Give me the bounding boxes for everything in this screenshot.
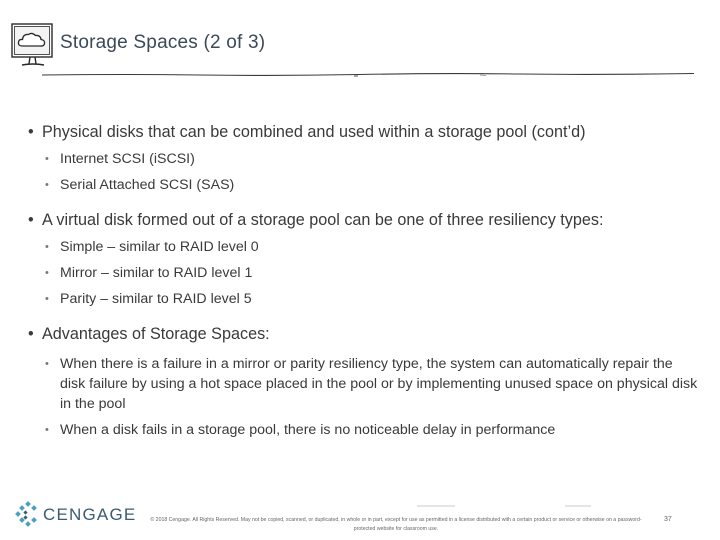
sub-bullet-text: Serial Attached SCSI (SAS) bbox=[60, 177, 235, 193]
sub-bullet bbox=[28, 237, 698, 257]
page-number: 37 bbox=[664, 516, 672, 523]
sub-bullet-text: When a disk fails in a storage pool, there is no noticeable delay in performance bbox=[60, 422, 556, 438]
bullet-point bbox=[28, 122, 698, 142]
sub-bullet bbox=[28, 354, 698, 414]
sub-bullet bbox=[28, 175, 698, 195]
sub-bullet-dot: • bbox=[45, 267, 49, 279]
bullet-text: Advantages of Storage Spaces: bbox=[42, 325, 270, 343]
bullet-dot: • bbox=[28, 123, 34, 141]
sub-bullet-dot: • bbox=[45, 179, 49, 191]
sub-bullet bbox=[28, 289, 698, 309]
bullet-dot: • bbox=[28, 325, 34, 343]
sub-bullet-text: Parity – similar to RAID level 5 bbox=[60, 291, 252, 307]
bullet-text: Physical disks that can be combined and used within a storage pool (cont’d) bbox=[42, 123, 586, 141]
sub-bullet-text: Simple – similar to RAID level 0 bbox=[60, 239, 259, 255]
copyright-notice: © 2018 Cengage. All Rights Reserved. May not be copied, scanned, or duplicated, in whole or in part, except for use as permitted in a license distributed with a certain product or service or otherwise on a password-protected website for classroom use. bbox=[150, 517, 642, 532]
bullet-point bbox=[28, 324, 698, 344]
sub-bullet-dot: • bbox=[45, 358, 49, 370]
bullet-text: A virtual disk formed out of a storage pool can be one of three resiliency types: bbox=[42, 211, 604, 229]
sub-bullet bbox=[28, 263, 698, 283]
sub-bullet-text: Internet SCSI (iSCSI) bbox=[60, 151, 195, 167]
sub-bullet-dot: • bbox=[45, 241, 49, 253]
sub-bullet-text: Mirror – similar to RAID level 1 bbox=[60, 265, 253, 281]
page-title: Storage Spaces (2 of 3) bbox=[60, 32, 266, 53]
sub-bullet-dot: • bbox=[45, 293, 49, 305]
sub-bullet bbox=[28, 149, 698, 169]
sub-bullet-dot: • bbox=[45, 424, 49, 436]
cengage-logo-mark bbox=[14, 500, 42, 530]
footer-rule bbox=[415, 503, 635, 509]
bullet-point bbox=[28, 210, 698, 230]
title-underline bbox=[40, 66, 696, 82]
bullet-dot: • bbox=[28, 211, 34, 229]
cengage-wordmark: CENGAGE bbox=[43, 505, 137, 524]
slide-body bbox=[28, 122, 698, 440]
sub-bullet-text: When there is a failure in a mirror or parity resiliency type, the system can automatically repair the disk failure by using a hot space placed in the pool or by implementing unused space on physical disk in the pool bbox=[60, 356, 698, 412]
sub-bullet-dot: • bbox=[45, 153, 49, 165]
sub-bullet bbox=[28, 420, 698, 440]
cloud-monitor-icon bbox=[8, 18, 58, 72]
